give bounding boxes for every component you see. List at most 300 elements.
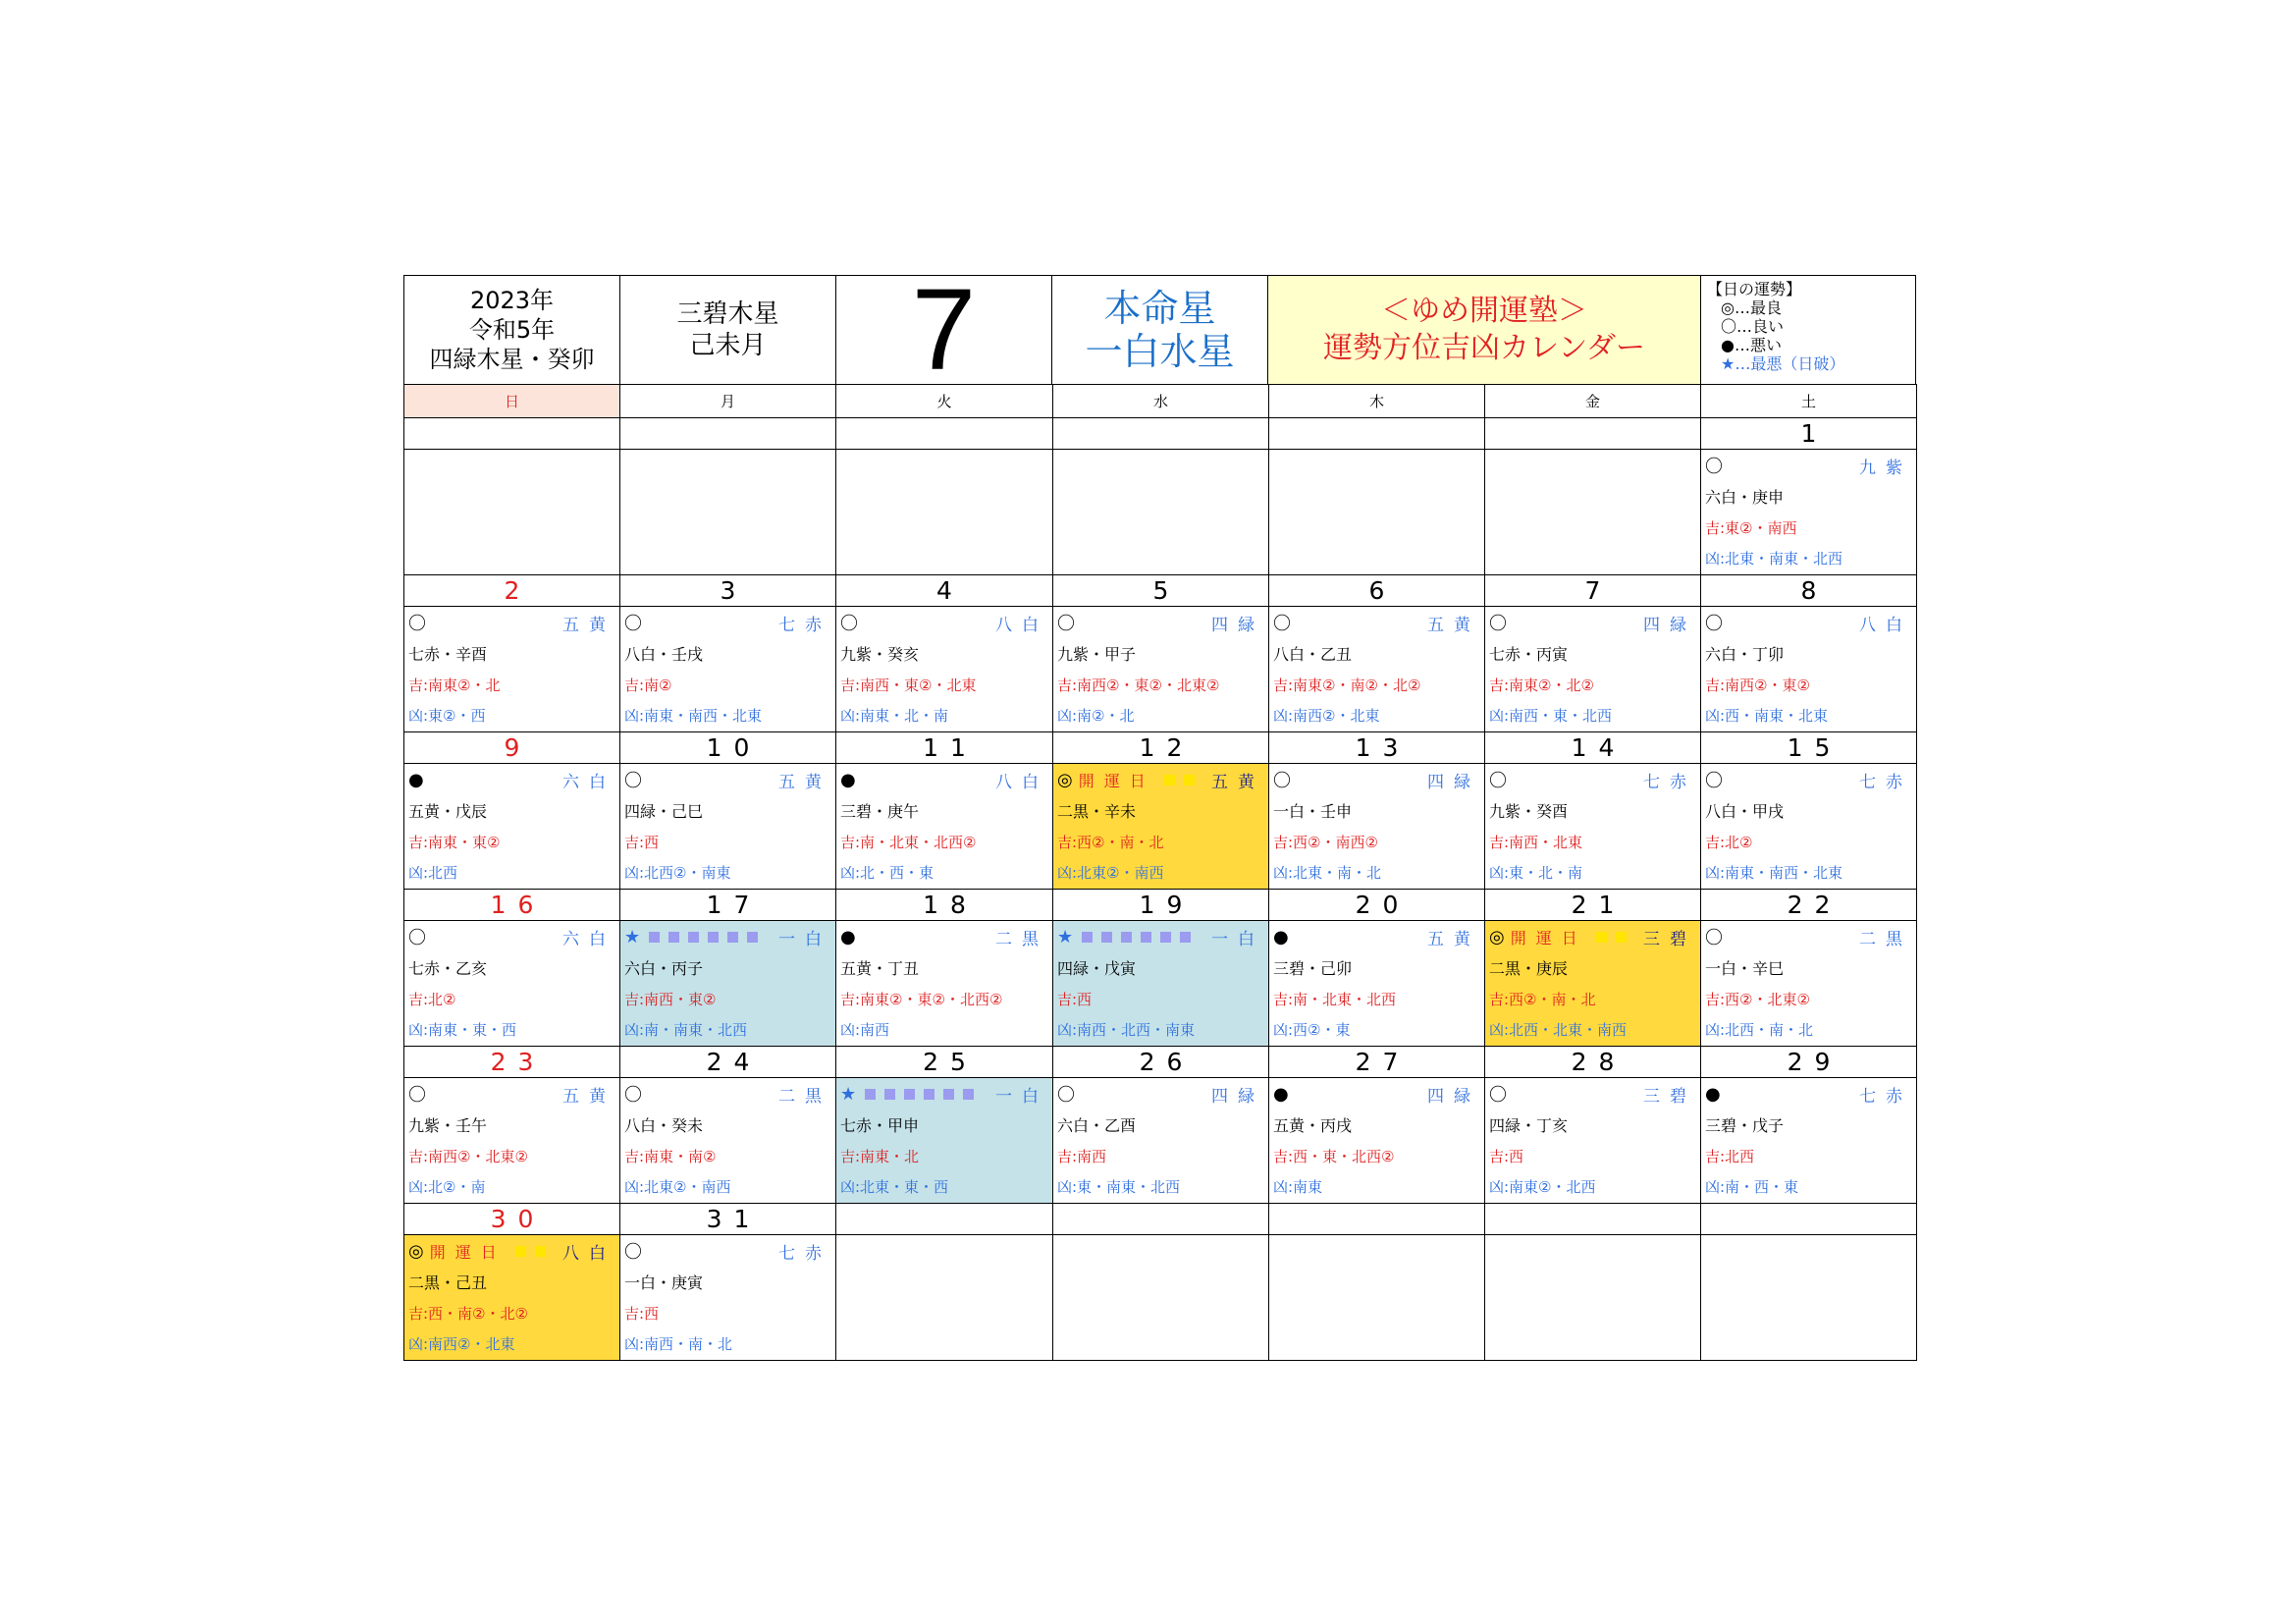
day-kanshi: 七赤・乙亥 bbox=[408, 959, 488, 978]
day-cell bbox=[835, 606, 1053, 732]
day-cell bbox=[619, 1234, 836, 1361]
daily-nine-star: 三碧 bbox=[1643, 1086, 1696, 1107]
weekday-2: 火 bbox=[835, 384, 1053, 418]
daily-nine-star: 六白 bbox=[562, 929, 615, 949]
day-kanshi: 八白・甲戌 bbox=[1705, 802, 1785, 821]
empty-day-cell bbox=[1484, 1234, 1701, 1361]
day-cell bbox=[1700, 449, 1917, 575]
day-fortune-row bbox=[408, 925, 615, 948]
unlucky-directions: 凶:北東②・南西 bbox=[1057, 864, 1164, 882]
unlucky-directions: 凶:南西②・北東 bbox=[1273, 707, 1380, 725]
day-fortune-row bbox=[408, 1082, 615, 1106]
unlucky-directions: 凶:北東・東・西 bbox=[840, 1178, 949, 1196]
unlucky-directions: 凶:南東・東・西 bbox=[408, 1021, 517, 1039]
kaiun-label: 開運日 bbox=[429, 1242, 507, 1262]
day-kanshi: 六白・乙酉 bbox=[1057, 1116, 1137, 1135]
day-cell bbox=[403, 1234, 620, 1361]
day-cell bbox=[403, 920, 620, 1047]
day-cell bbox=[1052, 606, 1269, 732]
yellow-square-icon bbox=[1184, 775, 1195, 785]
day-cell bbox=[1268, 920, 1485, 1047]
fortune-mark: 〇 bbox=[624, 771, 642, 791]
day-cell bbox=[403, 1077, 620, 1204]
day-number-cell: 14 bbox=[1484, 731, 1701, 764]
unlucky-directions: 凶:東②・西 bbox=[408, 707, 486, 725]
purple-square-icon bbox=[924, 1089, 934, 1100]
fortune-mark: 〇 bbox=[408, 1085, 426, 1106]
unlucky-directions: 凶:南西 bbox=[840, 1021, 890, 1039]
fortune-mark: ★ bbox=[840, 1083, 857, 1105]
purple-square-icon bbox=[727, 932, 738, 943]
daily-nine-star: 七赤 bbox=[778, 1243, 831, 1264]
daily-nine-star: 一白 bbox=[995, 1086, 1048, 1107]
day-number-cell: 12 bbox=[1052, 731, 1269, 764]
day-fortune-row bbox=[1057, 925, 1264, 948]
daily-nine-star: 七赤 bbox=[1643, 772, 1696, 792]
lucky-directions: 吉:北② bbox=[408, 991, 456, 1008]
month-number-text: 7 bbox=[911, 275, 977, 385]
lucky-directions: 吉:東②・南西 bbox=[1705, 519, 1797, 537]
day-fortune-row bbox=[1705, 768, 1912, 791]
day-number-cell: 7 bbox=[1484, 574, 1701, 607]
day-fortune-row bbox=[624, 611, 831, 634]
lucky-directions: 吉:北西 bbox=[1705, 1148, 1755, 1165]
unlucky-directions: 凶:北②・南 bbox=[408, 1178, 486, 1196]
purple-square-icon bbox=[1101, 932, 1112, 943]
lucky-directions: 吉:南東・東② bbox=[408, 834, 501, 851]
day-number-cell: 31 bbox=[619, 1203, 836, 1235]
year-star-label: 四緑木星・癸卯 bbox=[429, 346, 595, 373]
fortune-mark: 〇 bbox=[624, 614, 642, 634]
fortune-mark: 〇 bbox=[1057, 614, 1075, 634]
fortune-mark: ● bbox=[840, 769, 856, 790]
day-number-cell: 30 bbox=[403, 1203, 620, 1235]
purple-square-icon bbox=[1141, 932, 1151, 943]
lucky-directions: 吉:西 bbox=[624, 834, 660, 851]
day-fortune-row bbox=[1273, 1082, 1480, 1106]
day-kanshi: 八白・癸未 bbox=[624, 1116, 704, 1135]
unlucky-directions: 凶:北西・南・北 bbox=[1705, 1021, 1814, 1039]
unlucky-directions: 凶:南西・北西・南東 bbox=[1057, 1021, 1196, 1039]
fortune-mark: 〇 bbox=[408, 928, 426, 948]
unlucky-directions: 凶:南東 bbox=[1273, 1178, 1323, 1196]
day-kanshi: 五黄・丙戌 bbox=[1273, 1116, 1353, 1135]
lucky-directions: 吉:南東②・北② bbox=[1489, 677, 1594, 694]
day-fortune-row bbox=[1705, 1082, 1912, 1106]
lucky-directions: 吉:西 bbox=[1057, 991, 1093, 1008]
day-number-cell: 21 bbox=[1484, 889, 1701, 921]
lucky-directions: 吉:北② bbox=[1705, 834, 1753, 851]
fortune-mark: ● bbox=[840, 926, 856, 947]
daily-nine-star: 八白 bbox=[1859, 615, 1912, 635]
day-kanshi: 一白・辛巳 bbox=[1705, 959, 1785, 978]
day-number-cell bbox=[1700, 1203, 1917, 1235]
day-number-cell: 8 bbox=[1700, 574, 1917, 607]
honmei-label: 本命星 bbox=[1103, 287, 1216, 330]
fortune-mark: ● bbox=[1705, 1083, 1721, 1105]
unlucky-directions: 凶:東・南東・北西 bbox=[1057, 1178, 1181, 1196]
calendar-title bbox=[1267, 275, 1701, 385]
purple-square-icon bbox=[668, 932, 679, 943]
unlucky-directions: 凶:北・西・東 bbox=[840, 864, 934, 882]
day-kanshi: 四緑・己巳 bbox=[624, 802, 704, 821]
day-number-cell bbox=[403, 417, 620, 450]
daily-nine-star: 三碧 bbox=[1643, 929, 1696, 949]
daily-nine-star: 五黄 bbox=[1427, 929, 1480, 949]
empty-day-cell bbox=[1268, 449, 1485, 575]
day-fortune-row bbox=[1273, 925, 1480, 948]
unlucky-directions: 凶:南東・北・南 bbox=[840, 707, 949, 725]
day-number-cell: 13 bbox=[1268, 731, 1485, 764]
day-fortune-row bbox=[408, 1239, 615, 1263]
lucky-directions: 吉:南西②・東②・北東② bbox=[1057, 677, 1220, 694]
day-cell bbox=[1700, 920, 1917, 1047]
day-cell bbox=[835, 920, 1053, 1047]
day-cell bbox=[619, 763, 836, 890]
day-fortune-row bbox=[1273, 768, 1480, 791]
day-fortune-row bbox=[840, 611, 1048, 634]
unlucky-directions: 凶:西②・東 bbox=[1273, 1021, 1351, 1039]
day-kanshi: 七赤・辛酉 bbox=[408, 645, 488, 664]
fortune-mark: 〇 bbox=[1489, 771, 1507, 791]
lucky-directions: 吉:南・北東・北西 bbox=[1273, 991, 1397, 1008]
fortune-mark: 〇 bbox=[1705, 614, 1723, 634]
day-kanshi: 二黒・辛未 bbox=[1057, 802, 1137, 821]
unlucky-directions: 凶:南西・東・北西 bbox=[1489, 707, 1613, 725]
month-star-info bbox=[619, 275, 836, 385]
unlucky-directions: 凶:東・北・南 bbox=[1489, 864, 1583, 882]
day-cell bbox=[619, 920, 836, 1047]
day-number-cell: 24 bbox=[619, 1046, 836, 1078]
day-fortune-row bbox=[1705, 454, 1912, 477]
era-label: 令和5年 bbox=[468, 316, 556, 344]
fortune-mark: ● bbox=[1273, 1083, 1289, 1105]
weekday-5: 金 bbox=[1484, 384, 1701, 418]
day-cell bbox=[1052, 763, 1269, 890]
legend-worst: ★…最悪（日破） bbox=[1721, 354, 1845, 373]
day-number-cell: 15 bbox=[1700, 731, 1917, 764]
day-fortune-row bbox=[624, 1239, 831, 1263]
daily-nine-star: 五黄 bbox=[1427, 615, 1480, 635]
day-number-cell bbox=[619, 417, 836, 450]
lucky-directions: 吉:南西・東②・北東 bbox=[840, 677, 977, 694]
year-info bbox=[403, 275, 620, 385]
fortune-mark: ● bbox=[408, 769, 424, 790]
unlucky-directions: 凶:北西・北東・南西 bbox=[1489, 1021, 1628, 1039]
day-number-cell: 16 bbox=[403, 889, 620, 921]
yellow-square-icon bbox=[1616, 932, 1627, 943]
day-cell bbox=[1268, 763, 1485, 890]
day-number-cell: 1 bbox=[1700, 417, 1917, 450]
daily-nine-star: 一白 bbox=[1211, 929, 1264, 949]
day-fortune-row bbox=[1057, 611, 1264, 634]
day-cell bbox=[1052, 920, 1269, 1047]
day-fortune-row bbox=[624, 925, 831, 948]
lucky-directions: 吉:西②・南西② bbox=[1273, 834, 1378, 851]
fortune-mark: 〇 bbox=[1705, 771, 1723, 791]
calendar bbox=[403, 275, 1916, 1365]
empty-day-cell bbox=[1052, 449, 1269, 575]
day-fortune-row bbox=[1057, 768, 1264, 791]
daily-nine-star: 五黄 bbox=[562, 615, 615, 635]
day-cell bbox=[1700, 763, 1917, 890]
lucky-directions: 吉:西②・南・北 bbox=[1489, 991, 1596, 1008]
empty-day-cell bbox=[1700, 1234, 1917, 1361]
purple-square-icon bbox=[904, 1089, 915, 1100]
daily-nine-star: 八白 bbox=[995, 772, 1048, 792]
daily-nine-star: 一白 bbox=[778, 929, 831, 949]
lucky-directions: 吉:西②・北東② bbox=[1705, 991, 1810, 1008]
fortune-mark: 〇 bbox=[408, 614, 426, 634]
day-fortune-row bbox=[840, 768, 1048, 791]
purple-square-icon bbox=[884, 1089, 895, 1100]
fortune-mark: ◎ bbox=[1489, 926, 1505, 947]
yellow-square-icon bbox=[1596, 932, 1607, 943]
daily-nine-star: 五黄 bbox=[562, 1086, 615, 1107]
lucky-directions: 吉:南東②・北 bbox=[408, 677, 501, 694]
day-kanshi: 二黒・庚辰 bbox=[1489, 959, 1569, 978]
day-kanshi: 五黄・戊辰 bbox=[408, 802, 488, 821]
legend-bad: ●…悪い bbox=[1721, 336, 1782, 354]
lucky-directions: 吉:南西・東② bbox=[624, 991, 717, 1008]
daily-nine-star: 七赤 bbox=[778, 615, 831, 635]
day-kanshi: 七赤・丙寅 bbox=[1489, 645, 1569, 664]
fortune-mark: 〇 bbox=[1273, 771, 1291, 791]
day-cell bbox=[1700, 606, 1917, 732]
day-kanshi: 六白・丙子 bbox=[624, 959, 704, 978]
day-number-cell bbox=[1484, 417, 1701, 450]
purple-square-icon bbox=[1160, 932, 1171, 943]
weekday-1: 月 bbox=[619, 384, 836, 418]
day-fortune-row bbox=[408, 768, 615, 791]
day-fortune-row bbox=[408, 611, 615, 634]
day-number-cell bbox=[835, 1203, 1053, 1235]
fortune-mark: 〇 bbox=[840, 614, 858, 634]
day-number-cell: 9 bbox=[403, 731, 620, 764]
day-fortune-row bbox=[1705, 611, 1912, 634]
unlucky-directions: 凶:北西 bbox=[408, 864, 458, 882]
day-number-cell: 18 bbox=[835, 889, 1053, 921]
day-fortune-row bbox=[624, 1082, 831, 1106]
day-number-cell: 2 bbox=[403, 574, 620, 607]
unlucky-directions: 凶:南東・南西・北東 bbox=[1705, 864, 1843, 882]
daily-nine-star: 九紫 bbox=[1859, 458, 1912, 478]
day-fortune-row bbox=[1489, 925, 1696, 948]
daily-nine-star: 八白 bbox=[995, 615, 1048, 635]
day-number-cell: 26 bbox=[1052, 1046, 1269, 1078]
purple-square-icon bbox=[688, 932, 699, 943]
daily-nine-star: 五黄 bbox=[778, 772, 831, 792]
day-fortune-row bbox=[1489, 768, 1696, 791]
day-number-cell: 22 bbox=[1700, 889, 1917, 921]
lucky-directions: 吉:南西②・東② bbox=[1705, 677, 1810, 694]
day-kanshi: 四緑・戊寅 bbox=[1057, 959, 1137, 978]
day-cell bbox=[1484, 920, 1701, 1047]
empty-day-cell bbox=[1484, 449, 1701, 575]
day-fortune-row bbox=[1057, 1082, 1264, 1106]
daily-nine-star: 四緑 bbox=[1211, 1086, 1264, 1107]
day-cell bbox=[619, 606, 836, 732]
day-number-cell: 25 bbox=[835, 1046, 1053, 1078]
day-kanshi: 九紫・壬午 bbox=[408, 1116, 488, 1135]
lucky-directions: 吉:西・南②・北② bbox=[408, 1305, 528, 1323]
daily-nine-star: 四緑 bbox=[1211, 615, 1264, 635]
weekday-6: 土 bbox=[1700, 384, 1917, 418]
purple-square-icon bbox=[1082, 932, 1093, 943]
weekday-3: 水 bbox=[1052, 384, 1269, 418]
empty-day-cell bbox=[619, 449, 836, 575]
day-kanshi: 九紫・癸酉 bbox=[1489, 802, 1569, 821]
unlucky-directions: 凶:北西②・南東 bbox=[624, 864, 731, 882]
day-kanshi: 六白・庚申 bbox=[1705, 488, 1785, 507]
day-number-cell bbox=[1484, 1203, 1701, 1235]
empty-day-cell bbox=[835, 449, 1053, 575]
daily-nine-star: 四緑 bbox=[1643, 615, 1696, 635]
title-line-1: ＜ゆめ開運塾＞ bbox=[1381, 294, 1587, 328]
fortune-mark: 〇 bbox=[624, 1085, 642, 1106]
lucky-directions: 吉:南東・北 bbox=[840, 1148, 920, 1165]
day-number-cell: 5 bbox=[1052, 574, 1269, 607]
purple-square-icon bbox=[865, 1089, 876, 1100]
day-number-cell bbox=[1268, 1203, 1485, 1235]
day-cell bbox=[1484, 1077, 1701, 1204]
unlucky-directions: 凶:西・南東・北東 bbox=[1705, 707, 1829, 725]
legend-good: 〇…良い bbox=[1721, 317, 1785, 336]
day-cell bbox=[1268, 1077, 1485, 1204]
day-fortune-row bbox=[1489, 1082, 1696, 1106]
kaiun-label: 開運日 bbox=[1510, 928, 1587, 947]
fortune-mark: ◎ bbox=[1057, 769, 1073, 790]
day-kanshi: 五黄・丁丑 bbox=[840, 959, 920, 978]
day-fortune-row bbox=[1705, 925, 1912, 948]
day-kanshi: 三碧・己卯 bbox=[1273, 959, 1353, 978]
empty-day-cell bbox=[835, 1234, 1053, 1361]
fortune-mark: 〇 bbox=[1489, 614, 1507, 634]
day-fortune-row bbox=[840, 1082, 1048, 1106]
unlucky-directions: 凶:北東②・南西 bbox=[624, 1178, 731, 1196]
day-cell bbox=[1052, 1077, 1269, 1204]
legend-best: ◎…最良 bbox=[1721, 298, 1782, 317]
lucky-directions: 吉:南東②・東②・北西② bbox=[840, 991, 1003, 1008]
fortune-mark: ★ bbox=[1057, 926, 1074, 947]
lucky-directions: 吉:南西・北東 bbox=[1489, 834, 1583, 851]
yellow-square-icon bbox=[1164, 775, 1175, 785]
daily-nine-star: 八白 bbox=[562, 1243, 615, 1264]
purple-square-icon bbox=[649, 932, 660, 943]
yellow-square-icon bbox=[535, 1246, 546, 1257]
day-cell bbox=[1484, 763, 1701, 890]
day-fortune-row bbox=[624, 768, 831, 791]
purple-square-icon bbox=[708, 932, 719, 943]
lucky-directions: 吉:南・北東・北西② bbox=[840, 834, 977, 851]
lucky-directions: 吉:南西 bbox=[1057, 1148, 1107, 1165]
day-kanshi: 六白・丁卯 bbox=[1705, 645, 1785, 664]
purple-square-icon bbox=[943, 1089, 954, 1100]
fortune-mark: 〇 bbox=[624, 1242, 642, 1263]
lucky-directions: 吉:南東②・南②・北② bbox=[1273, 677, 1421, 694]
unlucky-directions: 凶:南②・北 bbox=[1057, 707, 1135, 725]
honmei-star-box bbox=[1051, 275, 1268, 385]
unlucky-directions: 凶:南西②・北東 bbox=[408, 1335, 515, 1353]
daily-nine-star: 六白 bbox=[562, 772, 615, 792]
day-fortune-row bbox=[840, 925, 1048, 948]
day-number-cell: 11 bbox=[835, 731, 1053, 764]
fortune-mark: 〇 bbox=[1273, 614, 1291, 634]
purple-square-icon bbox=[747, 932, 758, 943]
legend bbox=[1700, 275, 1916, 385]
lucky-directions: 吉:南西②・北東② bbox=[408, 1148, 528, 1165]
empty-day-cell bbox=[1052, 1234, 1269, 1361]
month-number bbox=[835, 275, 1052, 385]
day-number-cell: 20 bbox=[1268, 889, 1485, 921]
day-fortune-row bbox=[1489, 611, 1696, 634]
day-kanshi: 九紫・癸亥 bbox=[840, 645, 920, 664]
weekday-4: 木 bbox=[1268, 384, 1485, 418]
fortune-mark: 〇 bbox=[1057, 1085, 1075, 1106]
day-fortune-row bbox=[1273, 611, 1480, 634]
day-kanshi: 四緑・丁亥 bbox=[1489, 1116, 1569, 1135]
lucky-directions: 吉:西 bbox=[1489, 1148, 1524, 1165]
day-number-cell bbox=[835, 417, 1053, 450]
day-cell bbox=[1268, 606, 1485, 732]
unlucky-directions: 凶:北東・南・北 bbox=[1273, 864, 1382, 882]
month-kanshi-label: 己未月 bbox=[689, 331, 767, 360]
title-line-2: 運勢方位吉凶カレンダー bbox=[1322, 331, 1646, 365]
day-number-cell: 23 bbox=[403, 1046, 620, 1078]
fortune-mark: 〇 bbox=[1489, 1085, 1507, 1106]
unlucky-directions: 凶:南東②・北西 bbox=[1489, 1178, 1596, 1196]
yellow-square-icon bbox=[515, 1246, 526, 1257]
daily-nine-star: 二黒 bbox=[1859, 929, 1912, 949]
day-kanshi: 一白・壬申 bbox=[1273, 802, 1353, 821]
weekday-0: 日 bbox=[403, 384, 620, 418]
day-cell bbox=[1700, 1077, 1917, 1204]
daily-nine-star: 四緑 bbox=[1427, 1086, 1480, 1107]
year-label: 2023年 bbox=[469, 287, 555, 314]
day-number-cell: 17 bbox=[619, 889, 836, 921]
day-number-cell: 4 bbox=[835, 574, 1053, 607]
day-number-cell bbox=[1268, 417, 1485, 450]
legend-title: 【日の運勢】 bbox=[1707, 280, 1802, 298]
day-kanshi: 七赤・甲申 bbox=[840, 1116, 920, 1135]
unlucky-directions: 凶:南東・南西・北東 bbox=[624, 707, 763, 725]
day-number-cell bbox=[1052, 417, 1269, 450]
day-kanshi: 三碧・庚午 bbox=[840, 802, 920, 821]
purple-square-icon bbox=[963, 1089, 974, 1100]
day-cell bbox=[835, 1077, 1053, 1204]
day-number-cell: 29 bbox=[1700, 1046, 1917, 1078]
day-number-cell bbox=[1052, 1203, 1269, 1235]
empty-day-cell bbox=[1268, 1234, 1485, 1361]
day-number-cell: 10 bbox=[619, 731, 836, 764]
daily-nine-star: 四緑 bbox=[1427, 772, 1480, 792]
day-cell bbox=[619, 1077, 836, 1204]
day-kanshi: 一白・庚寅 bbox=[624, 1273, 704, 1292]
lucky-directions: 吉:西 bbox=[624, 1305, 660, 1323]
day-cell bbox=[403, 606, 620, 732]
unlucky-directions: 凶:北東・南東・北西 bbox=[1705, 550, 1843, 568]
kaiun-label: 開運日 bbox=[1078, 771, 1155, 790]
daily-nine-star: 二黒 bbox=[778, 1086, 831, 1107]
unlucky-directions: 凶:南・西・東 bbox=[1705, 1178, 1799, 1196]
lucky-directions: 吉:西②・南・北 bbox=[1057, 834, 1164, 851]
daily-nine-star: 二黒 bbox=[995, 929, 1048, 949]
unlucky-directions: 凶:南・南東・北西 bbox=[624, 1021, 748, 1039]
unlucky-directions: 凶:南西・南・北 bbox=[624, 1335, 733, 1353]
honmei-star: 一白水星 bbox=[1085, 330, 1235, 373]
day-number-cell: 28 bbox=[1484, 1046, 1701, 1078]
fortune-mark: 〇 bbox=[1705, 928, 1723, 948]
